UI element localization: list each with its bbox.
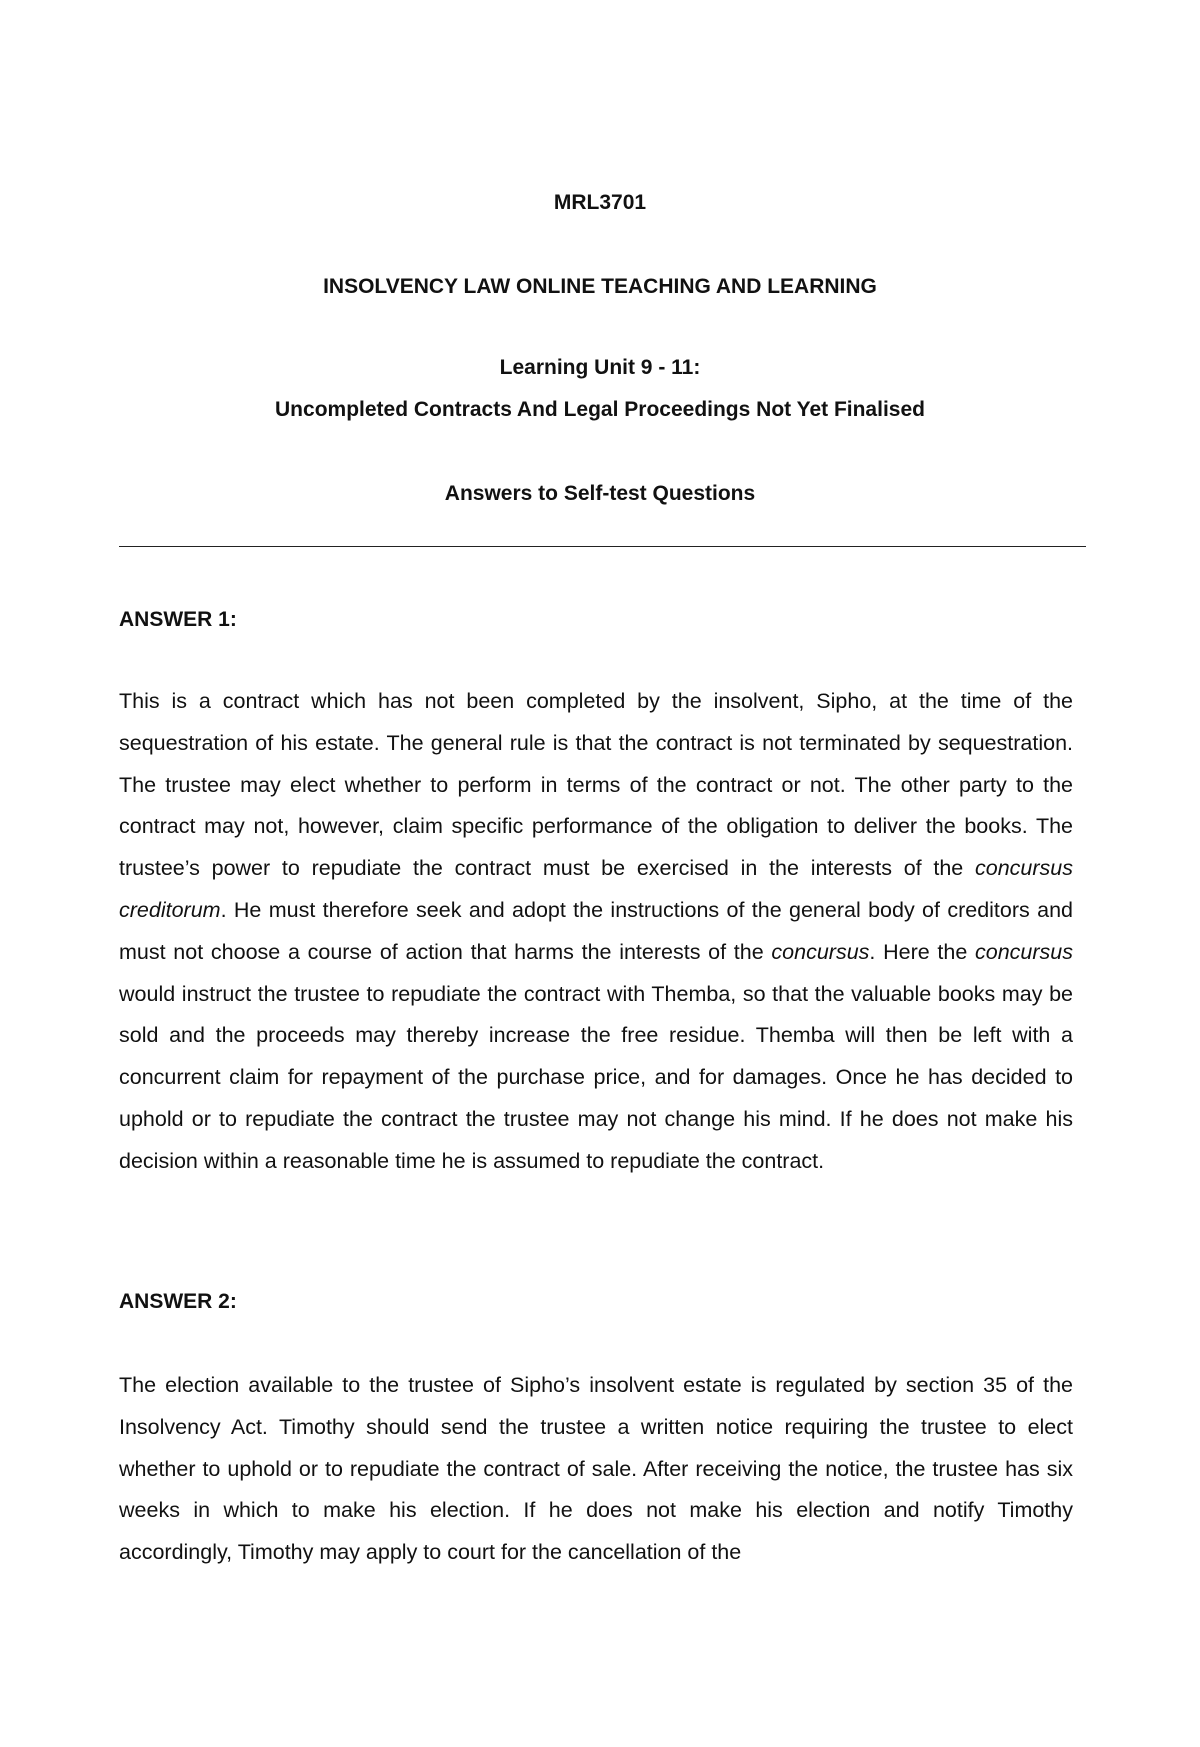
answer-1-paragraph (119, 681, 1073, 1183)
answer-1-italic-term: concursus creditorum (119, 856, 1073, 922)
horizontal-divider (119, 546, 1086, 547)
section-title: Answers to Self-test Questions (444, 482, 756, 505)
answer-1-text-part: . Here the (869, 939, 976, 964)
learning-unit-label: Learning Unit 9 - 11: (499, 356, 701, 379)
answer-1-text-part: This is a contract which has not been completed by the insolvent, Sipho, at the time of the sequestration of his estate. The general rule is that the contract is not terminated by sequestration. The trustee may elect whether to perform in terms of the contract or not. The other party to the contract may not, however, claim specific performance of the obligation to deliver the books. The trustee’s power to repudiate the contract must be exercised in the interests of the (119, 689, 1073, 881)
answer-1-italic-term: concursus (771, 939, 870, 964)
answer-2-heading: ANSWER 2: (119, 1290, 237, 1313)
document-title: INSOLVENCY LAW ONLINE TEACHING AND LEARNING (323, 275, 877, 298)
answer-1-text-part: would instruct the trustee to repudiate the contract with Themba, so that the valuable books may be sold and the proceeds may thereby increase the free residue. Themba will then be left with a concurrent claim for repayment of the purchase price, and for damages. Once he has decided to uphold or to repudiate the contract the trustee may not change his mind. If he does not make his decision within a reasonable time he is assumed to repudiate the contract. (119, 981, 1073, 1173)
answer-1-text-part: . He must therefore seek and adopt the instructions of the general body of creditors and must not choose a course of action that harms the interests of the (119, 897, 1073, 964)
answer-1-italic-term: concursus (975, 939, 1074, 964)
answer-1-heading: ANSWER 1: (119, 608, 237, 631)
answer-2-paragraph: The election available to the trustee of Sipho’s insolvent estate is regulated by section 35 of the Insolvency Act. Timothy should send the trustee a written notice requiring the trustee to elect whether to uphold or to repudiate the contract of sale. After receiving the notice, the trustee has six weeks in which to make his election. If he does not make his election and notify Timothy accordingly, Timothy may apply to court for the cancellation of the (119, 1373, 1073, 1565)
learning-unit-subtitle: Uncompleted Contracts And Legal Proceedings Not Yet Finalised (275, 398, 925, 421)
course-code: MRL3701 (553, 191, 647, 214)
